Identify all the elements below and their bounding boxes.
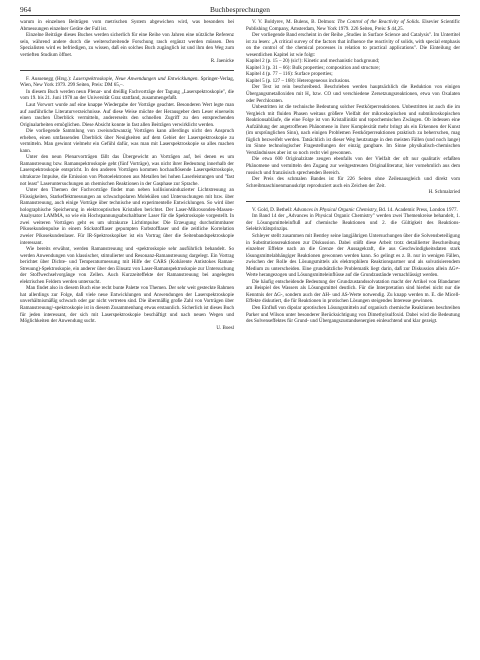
review-publisher: Springer-Verlag, Wien, New York 1979. 299 Seiten, Preis: DM 65,–.	[20, 75, 234, 89]
paragraph: Im Band 14 der „Advances in Physical Organic Chemistry" werden zwei Themenkreise behandelt, 1. der Lösungsmitteleinfluß auf chemische Reaktionen und 2. die Gültigkeit des Reaktions-Selektivitätsprinzips.	[246, 213, 460, 233]
review-author: F. Aussenegg (Hrsg.):	[26, 75, 74, 82]
review-heading	[20, 76, 234, 89]
reviewer-signature: U. Boesl	[216, 324, 234, 331]
chapter-item: Kapitel 4 (p. 77 – 116): Surface properties;	[246, 71, 333, 78]
review-separator	[246, 201, 460, 202]
review-title: Advances in Physical Organic Chemistry,	[293, 206, 378, 213]
header-rule	[20, 15, 460, 16]
paragraph: Unter den Themen der Fachvorträge findet man neben kollisionsinduzierter Lichtstreuung an Flüssigkeiten, Starkeffektmessungen an schwachpolaren Molekülen und Untersuchungen mit bzw. über Ramanstreuung, auch einige Vorträge über technische und experimentelle Entwicklungen. So wird über holographische Speicherung in elektrooptischen Kristallen berichtet. Der Laser-Mikrosonden-Massen-Analysator LAMMA, so wie ein Hochspannungsabschaltbarer Laser für die Spektroskopie vorgestellt. In zwei weiteren Vorträgen geht es um ultrakurze Lichtimpulse: Die Erzeugung durchstimmbarer Pikosekundenpulse in einem Stickstofflaser gepumpten Farbstofflaser und die zeitliche Korrelation zweier Pikosekundenlaser. Für IR-Spektroskopiker ist ein Vortrag über die Seitenbandspektroskopie interessant.	[20, 187, 234, 246]
review-publisher: Elsevier Scientific Publishing Company, Amsterdam, New York 1979. 226 Seiten, Preis: $ 44,25.	[246, 19, 460, 32]
review-title: The Control of the Reactivity of Solids.	[337, 19, 421, 25]
paragraph: warum in einzelnen Beiträgen vom metrischen System abgewichen wird, was besonders bei Abmessungen einzelner Geräte der Fall ist.	[20, 19, 234, 32]
paragraph: Man findet also in diesem Buch eine recht bunte Palette von Themen. Der sehr weit gesteckte Rahmen hat allerdings zur Folge, daß viele neue Entwicklungen und Anwendungen der Laserspektroskopie unverhältnismäßig schwach oder gar nicht vertreten sind. Die übermäßig große Zahl von Vorträgen über Ramanstreuung/-spektroskopie ist in diesem Zusammenhang etwas erstaunlich. Sicherlich ist dieses Buch für jeden interessant, der sich mit Laserspektroskopie beschäftigt und nach neuen Wegen und Möglichkeiten der Anwendung sucht.	[20, 285, 234, 325]
paragraph: Unter den neun Plenarvorträgen fällt das Übergewicht an Vorträgen auf, bei denen es um Ramanstreuung bzw. Ramanspektroskopie geht (fünf Vorträge), was nicht ihrer Bedeutung innerhalb der Laserspektroskopie entspricht. In den anderen Vorträgen kommen hochauflösende Laserspektroskopie, ultrakurze Impulse, die Emission von Photoelektronen aus Metallen bei hohen Laserleistungen und "fast not least" Laseruntersuchungen an chemischen Reaktionen in der Gasphase zur Sprache.	[20, 154, 234, 187]
review-separator	[20, 70, 234, 71]
paragraph: In diesem Buch werden neun Plenar- und dreißig Fachvorträge der Tagung „Laserspektroskopie", die vom 19. bis 21. Juni 1978 an der Universität Graz stattfand, zusammengefaßt.	[20, 88, 234, 102]
paragraph: Schleyer stellt zusammen mit Bentley seine langjährigen Untersuchungen über die Solvensbeteiligung in Substitutionsreaktionen zur Diskussion. Dabei stößt diese Arbeit trotz detaillierter Beschreibung einzelner Effekte nach an die Grenze der Aussagekraft, die aus Geschwindigkeitsdaten stark lösungsmittelabhängiger Reaktionen gewonnen werden kann. So gelingt es z. B. nur in wenigen Fällen, zwischen der Rolle des Lösungsmittels als elektrophilem Reaktionspartner und als solvatisierendem Medium zu unterscheiden. Eine grundsätzliche Problematik liegt darin, daß zur Diskussion allein ΔG≠-Werte herangezogen und Lösungsmitteleinflüsse auf die Grundzustände vernachlässigt werden.	[246, 232, 460, 279]
review-author: V. Gold, D. Bethell:	[252, 206, 294, 213]
paragraph: Die häufig entscheidende Bedeutung der Grundzustandssolvatation macht der Artikel von Blandamer am Beispiel des Wassers als Lösungsmittel deutlich. Für die Interpretation sind hierbei nicht nur die Kenntnis der ΔG-, sondern auch der ΔH- und ΔS-Werte notwendig. Zu knapp werden m. E. die Micell-Effekte diskutiert, die für Reaktionen in protischen Lösungen steigendes Interesse gewinnen.	[246, 278, 460, 305]
paragraph: Der vorliegende Band erscheint in der Reihe „Studies in Surface Science and Catalysis". Im Untertitel ist zu lesen: „A critical survey of the factors that influence the reactivity of solids, with special emphasis on the control of the chemical processes in relation to practical applications". Die Einteilung der wesentlichen Kapitel ist wie folgt:	[246, 32, 460, 58]
review-author: V. V. Boldyrev, M. Bulens, B. Delmon:	[252, 19, 338, 25]
left-column	[20, 19, 234, 652]
reviewer-signature: R. Jaenicke	[210, 58, 234, 65]
paragraph: Wie bereits erwähnt, werden Ramanstreuung und -spektroskopie sehr ausführlich behandelt. So werden Anwendungen von klassischer, stimulierter und Resonanz-Ramanstreuung dargelegt. Ein Vortrag berichtet über Dichte- und Temperaturmessung mit Hilfe der CARS (Kohärente Antistokes Raman-Streuung)-Spektroskopie, ein anderer über den Einsatz von Laser-Ramanspektroskopie zur Untersuchung der Stoffwechselvorgänge von Zellen. Auch Kurzzeiteffekte der Ramanstreuung bei angelegten elektrischen Feldern werden untersucht.	[20, 246, 234, 285]
chapter-item: Kapitel 5 (p. 127 – 168): Heterogeneous inclusions.	[246, 77, 351, 84]
paragraph: Der Text ist rein beschreibend. Beschrieben werden hauptsächlich die Reduktion von einigen Übergangsmetalloxiden mit H₂ bzw. CO und verschiedene Zersetzungsreaktionen, etwa von Oxalaten oder Perchloraten.	[246, 84, 460, 104]
page-number: 964	[20, 5, 32, 14]
chapter-list	[246, 58, 460, 84]
reviewer-signature: H. Schmalzried	[428, 189, 460, 196]
review-title: Laserspektroskopie, Neue Anwendungen und Entwicklungen.	[73, 75, 199, 82]
paragraph: Der Preis des schmalen Bandes ist für 226 Seiten ohne Zeilenausgleich und direkt vom Schreibmaschinenmanuskript reproduziert auch ein Zeichen der Zeit.	[246, 176, 460, 189]
paragraph: Den Einfluß von dipolar aprotischen Lösungsmitteln auf organisch chemische Reaktionen beschreiben Parker und Wilson unter besonderer Berücksichtigung von Dimethylsulfoxid. Dabei wird die Bedeutung des Solvenseffektes für Grund- und Übergangszustandsenergien einleuchtend und klar gezeigt.	[246, 304, 460, 325]
chapter-item: Kapitel 2 (p. 15 – 20) (sic!): Kinetic and mechanistic background;	[246, 58, 380, 65]
review-heading	[246, 19, 460, 32]
review-publisher: Bd. 14. Academic Press, London 1977.	[377, 206, 458, 213]
paragraph: Unbestritten ist die technische Bedeutung solcher Festkörperreaktionen. Unbestritten ist auch die im Vergleich mit fluiden Phasen weitaus größere Vielfalt der mikroskopischen und submikroskopischen Reaktionsabläufe, die eine Folge ist von Kristallinität und topochemischen Zwängen. Ob indessen eine Aufzählung der angetroffenen Phänomene in ihrer Komplexität mehr bringt als ein Erkennen der Kunst (im ursprünglichen Sinn), nach einigen Problemen Festkörperreaktionen praktisch zu beherrschen, mag füglich bezweifelt werden. Tatsächlich ist dieser Weg heutzutage in den meisten Fällen (und noch lange) im Sinne technologischer Fragestellungen der einzig gangbare. Im Sinne physikalisch-chemischen Verständnisses aber ist so noch recht viel gewonnen.	[246, 104, 460, 156]
chapter-item: Kapitel 3 (p. 31 – 66): Bulk properties; composition and structure;	[246, 64, 380, 71]
paragraph: Laut Vorwort wurde auf eine knappe Wiedergabe der Vorträge geachtet. Besonderen Wert legte man auf ausführliche Literaturverzeichnisse. Auf diese Weise möchte der Herausgeber dem Leser einerseits einen raschen Überblick vermitteln, andererseits den schnellen Zugriff zu den entsprechenden Originalarbeiten ermöglichen. Diese Absicht konnte in fast allen Beiträgen verwirklicht werden.	[20, 102, 234, 128]
paragraph: Die vorliegende Sammlung von zweiundzwanzig Vorträgen kann allerdings nicht den Anspruch erheben, einen umfassenden Überblick über Neuigkeiten auf dem Gebiet der Laserspektroskopie zu vermitteln. Man gewinnt vielmehr ein Gefühl dafür, was man mit Laserspektroskopie so alles machen kann.	[20, 128, 234, 154]
running-title: Buchbesprechungen	[210, 5, 270, 14]
paragraph: Einzelne Beiträge dieses Buches werden sicherlich für eine Reihe von Jahren eine nützliche Referenz sein, während andere durch die weiterschreitende Forschung rasch ergänzt werden müssen. Den Spezialisten wird es befriedigen, zu wissen, daß ein solches Buch zugänglich ist und ihm den Weg zum vertieften Studium öffnet.	[20, 32, 234, 58]
right-column	[246, 19, 460, 652]
paragraph: Die etwa 600 Originalzitate zeugen ebenfalls von der Vielfalt der oft nur qualitativ erfaßten Phänomene und vermitteln den Zugang zur weitgestreuten Originalliteratur, hier vornehmlich aus dem russisch und französisch sprechenden Bereich.	[246, 156, 460, 176]
